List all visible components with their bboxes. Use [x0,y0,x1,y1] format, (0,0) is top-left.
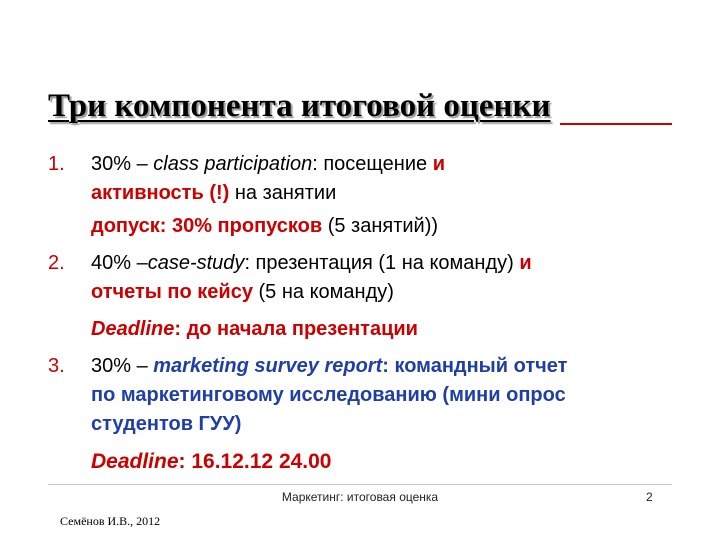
item-line: студентов ГУУ) [91,413,242,435]
deadline-value: : до начала презентации [174,318,418,340]
title-underline-rule [560,123,672,125]
item-percent: 40% – [91,252,148,274]
item-number: 3. [48,355,65,377]
item-description: : командный отчет [382,355,568,377]
item-component: marketing survey report [153,355,383,377]
deadline-label: Deadline [91,450,179,473]
list-item [48,249,678,344]
item-line [91,352,678,381]
deadline-label: Deadline [91,318,175,340]
item-subline [91,447,678,477]
list-item [48,150,678,241]
item-percent: 30% – [91,355,154,377]
item-description: (5 на команду) [252,281,394,303]
item-line: по маркетинговому исследованию (мини опрос [91,384,566,406]
item-component: class participation [153,153,313,175]
assessment-list [48,150,678,477]
item-line [91,278,678,307]
item-emphasis: и [432,153,445,175]
item-line [91,179,678,208]
item-emphasis: и [519,252,532,274]
item-subline [91,315,678,344]
item-subline [91,212,678,241]
list-item [48,352,678,477]
item-line [91,150,678,179]
item-description: : презентация (1 на команду) [244,252,520,274]
item-line [91,249,678,278]
item-emphasis: активность (!) [91,182,230,204]
item-requirement-note: (5 занятий)) [322,215,439,237]
slide-title: Три компонента итоговой оценки [48,88,551,124]
page-number: 2 [646,490,653,504]
item-description: : посещение [312,153,433,175]
item-emphasis: отчеты по кейсу [91,281,253,303]
item-number: 2. [48,252,65,274]
item-component: case-study [147,252,245,274]
item-requirement: допуск: 30% пропусков [91,215,323,237]
item-number: 1. [48,153,65,175]
footer-divider [48,484,672,485]
deadline-value: : 16.12.12 24.00 [178,450,332,473]
footer-title: Маркетинг: итоговая оценка [281,490,439,504]
author-credit: Семёнов И.В., 2012 [60,514,161,528]
item-percent: 30% – [91,153,154,175]
item-description: на занятии [229,182,337,204]
